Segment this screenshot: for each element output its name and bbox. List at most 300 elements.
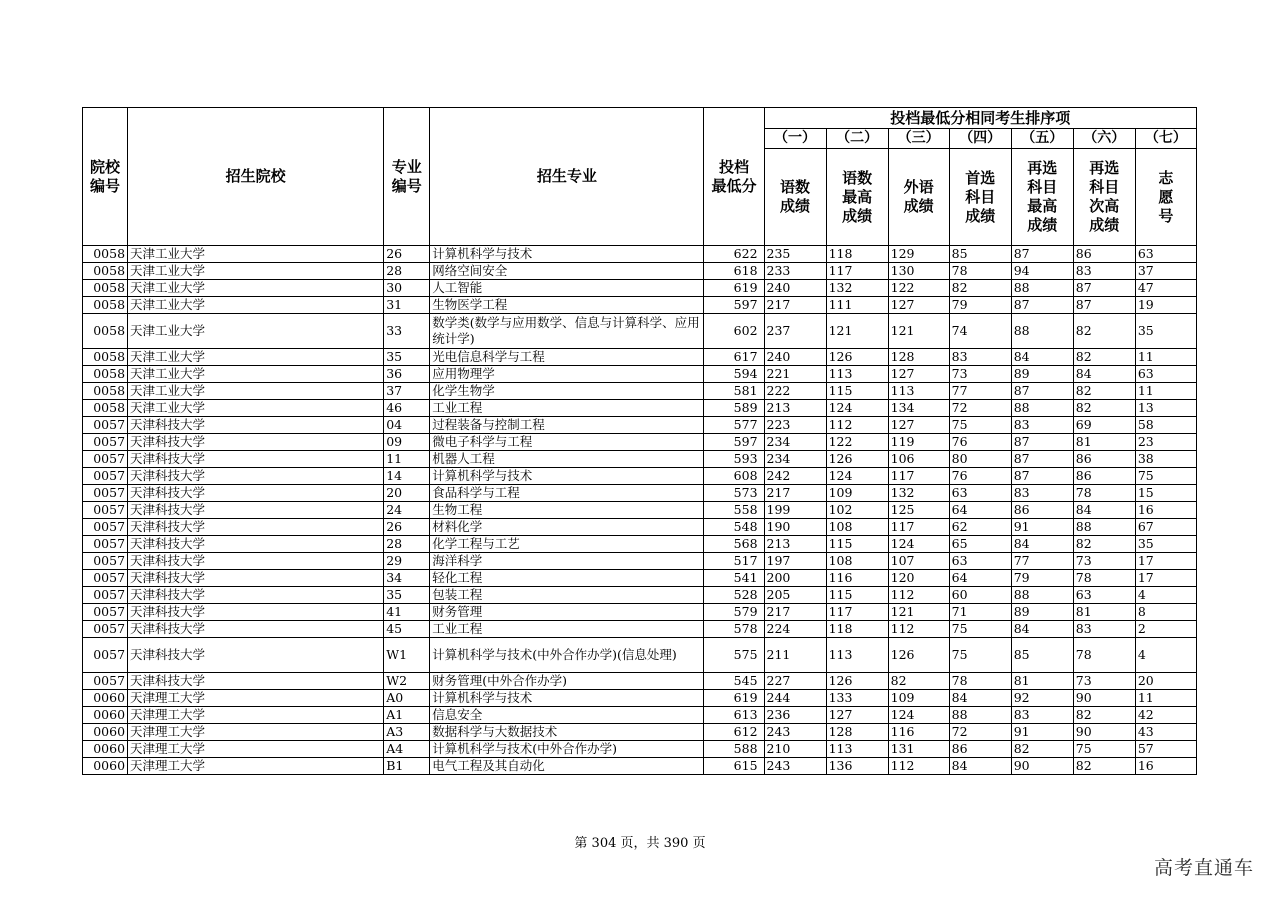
cell-foreign-lang-score: 117	[888, 519, 949, 536]
table-row	[83, 638, 1197, 673]
cell-reselect-max-score: 92	[1011, 690, 1073, 707]
header-tie-col-5	[1011, 149, 1073, 246]
table-row	[83, 417, 1197, 434]
cell-chinese-math-score: 213	[764, 400, 826, 417]
table-row	[83, 451, 1197, 468]
cell-chinese-math-max: 124	[826, 468, 888, 485]
cell-first-subject-score: 78	[949, 263, 1011, 280]
cell-min-score: 597	[704, 434, 764, 451]
cell-reselect-second-score: 83	[1073, 263, 1135, 280]
cell-school-name: 天津科技大学	[128, 536, 384, 553]
cell-chinese-math-max: 111	[826, 297, 888, 314]
table-row	[83, 502, 1197, 519]
cell-min-score: 579	[704, 604, 764, 621]
cell-major-code: 35	[384, 587, 430, 604]
cell-min-score: 594	[704, 366, 764, 383]
cell-reselect-max-score: 89	[1011, 366, 1073, 383]
cell-chinese-math-score: 234	[764, 451, 826, 468]
cell-preference-number: 47	[1135, 280, 1196, 297]
cell-min-score: 541	[704, 570, 764, 587]
cell-school-name: 天津理工大学	[128, 690, 384, 707]
watermark-logo-text: 高考直通车	[1153, 857, 1254, 879]
cell-major-name: 人工智能	[430, 280, 704, 297]
header-order-7: （七）	[1135, 129, 1196, 149]
cell-reselect-max-score: 94	[1011, 263, 1073, 280]
header-order-6: （六）	[1073, 129, 1135, 149]
cell-major-name: 计算机科学与技术	[430, 468, 704, 485]
cell-min-score: 581	[704, 383, 764, 400]
cell-first-subject-score: 80	[949, 451, 1011, 468]
cell-first-subject-score: 73	[949, 366, 1011, 383]
cell-school-name: 天津工业大学	[128, 400, 384, 417]
cell-major-code: 37	[384, 383, 430, 400]
cell-first-subject-score: 72	[949, 400, 1011, 417]
cell-school-name: 天津理工大学	[128, 707, 384, 724]
cell-foreign-lang-score: 109	[888, 690, 949, 707]
cell-major-name: 轻化工程	[430, 570, 704, 587]
cell-major-name: 工业工程	[430, 400, 704, 417]
cell-chinese-math-max: 124	[826, 400, 888, 417]
cell-reselect-second-score: 81	[1073, 604, 1135, 621]
cell-major-code: 20	[384, 485, 430, 502]
cell-school-name: 天津工业大学	[128, 349, 384, 366]
cell-reselect-max-score: 86	[1011, 502, 1073, 519]
cell-first-subject-score: 85	[949, 246, 1011, 263]
cell-reselect-max-score: 88	[1011, 280, 1073, 297]
cell-school-code: 0057	[83, 451, 128, 468]
cell-major-name: 生物医学工程	[430, 297, 704, 314]
cell-school-code: 0060	[83, 707, 128, 724]
cell-chinese-math-score: 217	[764, 297, 826, 314]
cell-chinese-math-score: 243	[764, 724, 826, 741]
cell-school-code: 0058	[83, 400, 128, 417]
cell-major-name: 工业工程	[430, 621, 704, 638]
header-tie-col-2	[826, 149, 888, 246]
cell-min-score: 608	[704, 468, 764, 485]
table-row	[83, 383, 1197, 400]
cell-preference-number: 16	[1135, 502, 1196, 519]
cell-chinese-math-max: 118	[826, 246, 888, 263]
cell-preference-number: 43	[1135, 724, 1196, 741]
cell-school-name: 天津工业大学	[128, 280, 384, 297]
table-row	[83, 690, 1197, 707]
cell-chinese-math-score: 213	[764, 536, 826, 553]
cell-first-subject-score: 63	[949, 553, 1011, 570]
table-row	[83, 707, 1197, 724]
header-order-5: （五）	[1011, 129, 1073, 149]
cell-reselect-second-score: 83	[1073, 621, 1135, 638]
table-row	[83, 536, 1197, 553]
cell-reselect-second-score: 84	[1073, 502, 1135, 519]
cell-min-score: 619	[704, 690, 764, 707]
header-school: 招生院校	[128, 108, 384, 246]
cell-min-score: 619	[704, 280, 764, 297]
header-tie-col-label: 再选 科目 次高 成绩	[1089, 159, 1120, 234]
cell-reselect-second-score: 78	[1073, 638, 1135, 673]
cell-reselect-max-score: 87	[1011, 383, 1073, 400]
cell-major-name: 计算机科学与技术	[430, 690, 704, 707]
table-row	[83, 263, 1197, 280]
cell-first-subject-score: 76	[949, 468, 1011, 485]
cell-chinese-math-max: 108	[826, 553, 888, 570]
cell-first-subject-score: 78	[949, 673, 1011, 690]
header-major: 招生专业	[430, 108, 704, 246]
cell-major-name: 生物工程	[430, 502, 704, 519]
cell-chinese-math-max: 117	[826, 263, 888, 280]
cell-first-subject-score: 74	[949, 314, 1011, 349]
cell-chinese-math-score: 227	[764, 673, 826, 690]
cell-foreign-lang-score: 127	[888, 417, 949, 434]
cell-min-score: 615	[704, 758, 764, 775]
cell-reselect-second-score: 75	[1073, 741, 1135, 758]
cell-major-code: 28	[384, 536, 430, 553]
cell-chinese-math-score: 236	[764, 707, 826, 724]
cell-chinese-math-max: 113	[826, 638, 888, 673]
cell-major-name: 电气工程及其自动化	[430, 758, 704, 775]
cell-chinese-math-score: 237	[764, 314, 826, 349]
cell-school-code: 0058	[83, 314, 128, 349]
cell-chinese-math-max: 112	[826, 417, 888, 434]
cell-preference-number: 63	[1135, 366, 1196, 383]
cell-chinese-math-max: 127	[826, 707, 888, 724]
cell-major-name: 网络空间安全	[430, 263, 704, 280]
cell-reselect-second-score: 84	[1073, 366, 1135, 383]
cell-foreign-lang-score: 126	[888, 638, 949, 673]
cell-chinese-math-score: 210	[764, 741, 826, 758]
table-row	[83, 553, 1197, 570]
page-footer: 第 304 页，共 390 页	[574, 836, 706, 851]
cell-first-subject-score: 84	[949, 758, 1011, 775]
cell-preference-number: 75	[1135, 468, 1196, 485]
cell-school-name: 天津科技大学	[128, 587, 384, 604]
cell-min-score: 613	[704, 707, 764, 724]
cell-chinese-math-score: 244	[764, 690, 826, 707]
admission-table-wrapper	[82, 107, 1197, 775]
cell-reselect-max-score: 88	[1011, 587, 1073, 604]
cell-foreign-lang-score: 121	[888, 314, 949, 349]
cell-min-score: 545	[704, 673, 764, 690]
header-tie-col-label: 首选 科目 成绩	[965, 168, 996, 225]
cell-major-name: 数据科学与大数据技术	[430, 724, 704, 741]
cell-school-name: 天津科技大学	[128, 417, 384, 434]
cell-chinese-math-max: 122	[826, 434, 888, 451]
header-tie-break-group: 投档最低分相同考生排序项	[764, 108, 1196, 129]
header-tie-col-label: 语数 最高 成绩	[842, 168, 873, 225]
cell-preference-number: 20	[1135, 673, 1196, 690]
header-tie-col-label: 外语 成绩	[903, 178, 934, 215]
cell-school-code: 0057	[83, 468, 128, 485]
cell-chinese-math-score: 235	[764, 246, 826, 263]
cell-preference-number: 4	[1135, 638, 1196, 673]
cell-preference-number: 16	[1135, 758, 1196, 775]
header-order-3: （三）	[888, 129, 949, 149]
cell-preference-number: 63	[1135, 246, 1196, 263]
cell-first-subject-score: 77	[949, 383, 1011, 400]
cell-school-code: 0058	[83, 349, 128, 366]
cell-first-subject-score: 71	[949, 604, 1011, 621]
cell-major-name: 财务管理(中外合作办学)	[430, 673, 704, 690]
cell-major-name: 信息安全	[430, 707, 704, 724]
cell-foreign-lang-score: 131	[888, 741, 949, 758]
cell-chinese-math-max: 113	[826, 741, 888, 758]
table-row	[83, 587, 1197, 604]
cell-major-code: W2	[384, 673, 430, 690]
cell-major-code: 26	[384, 246, 430, 263]
cell-chinese-math-score: 197	[764, 553, 826, 570]
cell-reselect-max-score: 79	[1011, 570, 1073, 587]
cell-school-code: 0057	[83, 587, 128, 604]
cell-reselect-second-score: 86	[1073, 451, 1135, 468]
cell-min-score: 593	[704, 451, 764, 468]
cell-chinese-math-score: 205	[764, 587, 826, 604]
cell-reselect-second-score: 88	[1073, 519, 1135, 536]
cell-major-name: 计算机科学与技术(中外合作办学)(信息处理)	[430, 638, 704, 673]
cell-reselect-max-score: 90	[1011, 758, 1073, 775]
cell-major-name: 食品科学与工程	[430, 485, 704, 502]
cell-chinese-math-score: 217	[764, 485, 826, 502]
cell-school-name: 天津科技大学	[128, 553, 384, 570]
cell-school-name: 天津工业大学	[128, 366, 384, 383]
cell-major-name: 机器人工程	[430, 451, 704, 468]
cell-min-score: 597	[704, 297, 764, 314]
cell-school-code: 0057	[83, 502, 128, 519]
cell-first-subject-score: 79	[949, 297, 1011, 314]
cell-chinese-math-score: 224	[764, 621, 826, 638]
cell-preference-number: 42	[1135, 707, 1196, 724]
table-row	[83, 570, 1197, 587]
cell-reselect-max-score: 87	[1011, 246, 1073, 263]
cell-first-subject-score: 88	[949, 707, 1011, 724]
cell-first-subject-score: 82	[949, 280, 1011, 297]
header-tie-col-label: 志 愿 号	[1158, 168, 1174, 225]
cell-first-subject-score: 60	[949, 587, 1011, 604]
cell-min-score: 617	[704, 349, 764, 366]
cell-chinese-math-max: 121	[826, 314, 888, 349]
cell-reselect-max-score: 84	[1011, 349, 1073, 366]
cell-preference-number: 23	[1135, 434, 1196, 451]
cell-foreign-lang-score: 121	[888, 604, 949, 621]
cell-foreign-lang-score: 106	[888, 451, 949, 468]
cell-major-name: 海洋科学	[430, 553, 704, 570]
cell-chinese-math-max: 126	[826, 673, 888, 690]
cell-first-subject-score: 76	[949, 434, 1011, 451]
table-row	[83, 724, 1197, 741]
cell-major-name: 过程装备与控制工程	[430, 417, 704, 434]
cell-major-code: A4	[384, 741, 430, 758]
cell-preference-number: 35	[1135, 536, 1196, 553]
header-order-4: （四）	[949, 129, 1011, 149]
cell-foreign-lang-score: 130	[888, 263, 949, 280]
cell-school-name: 天津科技大学	[128, 434, 384, 451]
cell-foreign-lang-score: 128	[888, 349, 949, 366]
table-row	[83, 758, 1197, 775]
cell-preference-number: 13	[1135, 400, 1196, 417]
cell-school-code: 0060	[83, 724, 128, 741]
cell-reselect-second-score: 90	[1073, 724, 1135, 741]
cell-major-code: 41	[384, 604, 430, 621]
header-tie-col-6	[1073, 149, 1135, 246]
cell-school-name: 天津科技大学	[128, 502, 384, 519]
cell-first-subject-score: 75	[949, 638, 1011, 673]
cell-reselect-max-score: 87	[1011, 451, 1073, 468]
cell-school-name: 天津科技大学	[128, 451, 384, 468]
cell-chinese-math-score: 190	[764, 519, 826, 536]
table-row	[83, 349, 1197, 366]
cell-chinese-math-max: 115	[826, 383, 888, 400]
cell-chinese-math-score: 243	[764, 758, 826, 775]
cell-foreign-lang-score: 116	[888, 724, 949, 741]
cell-major-code: 09	[384, 434, 430, 451]
cell-chinese-math-score: 217	[764, 604, 826, 621]
cell-school-code: 0057	[83, 638, 128, 673]
header-tie-col-4	[949, 149, 1011, 246]
cell-preference-number: 15	[1135, 485, 1196, 502]
cell-school-code: 0057	[83, 417, 128, 434]
cell-chinese-math-max: 128	[826, 724, 888, 741]
cell-major-name: 数学类(数学与应用数学、信息与计算科学、应用统计学)	[430, 314, 704, 349]
cell-reselect-second-score: 86	[1073, 246, 1135, 263]
cell-foreign-lang-score: 132	[888, 485, 949, 502]
cell-reselect-second-score: 87	[1073, 297, 1135, 314]
cell-foreign-lang-score: 107	[888, 553, 949, 570]
cell-chinese-math-max: 108	[826, 519, 888, 536]
cell-preference-number: 19	[1135, 297, 1196, 314]
cell-foreign-lang-score: 124	[888, 536, 949, 553]
table-row	[83, 519, 1197, 536]
cell-first-subject-score: 84	[949, 690, 1011, 707]
cell-foreign-lang-score: 134	[888, 400, 949, 417]
cell-major-code: A3	[384, 724, 430, 741]
cell-reselect-max-score: 89	[1011, 604, 1073, 621]
cell-min-score: 588	[704, 741, 764, 758]
cell-chinese-math-score: 221	[764, 366, 826, 383]
cell-min-score: 578	[704, 621, 764, 638]
cell-major-code: 11	[384, 451, 430, 468]
cell-foreign-lang-score: 112	[888, 621, 949, 638]
cell-reselect-max-score: 87	[1011, 468, 1073, 485]
cell-chinese-math-max: 126	[826, 451, 888, 468]
cell-foreign-lang-score: 117	[888, 468, 949, 485]
table-body	[83, 246, 1197, 775]
cell-major-name: 化学工程与工艺	[430, 536, 704, 553]
table-row	[83, 468, 1197, 485]
cell-major-code: 26	[384, 519, 430, 536]
cell-chinese-math-score: 233	[764, 263, 826, 280]
cell-reselect-max-score: 87	[1011, 434, 1073, 451]
header-tie-col-label: 语数 成绩	[780, 178, 811, 215]
cell-foreign-lang-score: 127	[888, 366, 949, 383]
table-row	[83, 485, 1197, 502]
table-row	[83, 400, 1197, 417]
cell-major-code: W1	[384, 638, 430, 673]
cell-school-name: 天津工业大学	[128, 263, 384, 280]
cell-chinese-math-max: 115	[826, 587, 888, 604]
cell-reselect-max-score: 83	[1011, 707, 1073, 724]
cell-chinese-math-max: 115	[826, 536, 888, 553]
cell-chinese-math-score: 240	[764, 280, 826, 297]
table-row	[83, 621, 1197, 638]
header-major-code: 专业 编号	[384, 108, 430, 246]
cell-school-name: 天津科技大学	[128, 468, 384, 485]
cell-school-code: 0057	[83, 485, 128, 502]
admission-score-table	[82, 107, 1197, 775]
table-row	[83, 280, 1197, 297]
cell-reselect-second-score: 73	[1073, 553, 1135, 570]
table-row	[83, 366, 1197, 383]
cell-major-name: 化学生物学	[430, 383, 704, 400]
cell-chinese-math-score: 242	[764, 468, 826, 485]
cell-first-subject-score: 86	[949, 741, 1011, 758]
cell-first-subject-score: 83	[949, 349, 1011, 366]
table-row	[83, 314, 1197, 349]
cell-min-score: 517	[704, 553, 764, 570]
cell-reselect-second-score: 90	[1073, 690, 1135, 707]
cell-preference-number: 11	[1135, 349, 1196, 366]
cell-school-code: 0058	[83, 246, 128, 263]
cell-school-code: 0060	[83, 758, 128, 775]
cell-major-code: A1	[384, 707, 430, 724]
cell-school-code: 0057	[83, 536, 128, 553]
cell-reselect-second-score: 82	[1073, 536, 1135, 553]
cell-school-name: 天津科技大学	[128, 621, 384, 638]
cell-chinese-math-max: 109	[826, 485, 888, 502]
cell-school-code: 0057	[83, 673, 128, 690]
cell-preference-number: 67	[1135, 519, 1196, 536]
cell-reselect-max-score: 91	[1011, 519, 1073, 536]
cell-min-score: 612	[704, 724, 764, 741]
cell-reselect-second-score: 81	[1073, 434, 1135, 451]
cell-school-code: 0057	[83, 519, 128, 536]
cell-preference-number: 57	[1135, 741, 1196, 758]
table-row	[83, 246, 1197, 263]
cell-reselect-max-score: 82	[1011, 741, 1073, 758]
table-row	[83, 673, 1197, 690]
cell-foreign-lang-score: 82	[888, 673, 949, 690]
cell-first-subject-score: 75	[949, 417, 1011, 434]
cell-school-code: 0057	[83, 570, 128, 587]
cell-first-subject-score: 64	[949, 502, 1011, 519]
cell-major-name: 包装工程	[430, 587, 704, 604]
cell-chinese-math-max: 117	[826, 604, 888, 621]
cell-school-name: 天津工业大学	[128, 246, 384, 263]
cell-preference-number: 11	[1135, 690, 1196, 707]
cell-reselect-second-score: 82	[1073, 349, 1135, 366]
cell-major-name: 计算机科学与技术(中外合作办学)	[430, 741, 704, 758]
cell-preference-number: 17	[1135, 553, 1196, 570]
cell-reselect-max-score: 81	[1011, 673, 1073, 690]
cell-reselect-max-score: 91	[1011, 724, 1073, 741]
cell-chinese-math-max: 116	[826, 570, 888, 587]
cell-reselect-second-score: 86	[1073, 468, 1135, 485]
cell-school-code: 0058	[83, 383, 128, 400]
cell-reselect-second-score: 82	[1073, 314, 1135, 349]
cell-major-code: 35	[384, 349, 430, 366]
cell-foreign-lang-score: 129	[888, 246, 949, 263]
cell-chinese-math-max: 118	[826, 621, 888, 638]
table-row	[83, 741, 1197, 758]
cell-school-code: 0057	[83, 604, 128, 621]
cell-foreign-lang-score: 120	[888, 570, 949, 587]
cell-chinese-math-max: 102	[826, 502, 888, 519]
cell-reselect-second-score: 78	[1073, 570, 1135, 587]
cell-major-name: 计算机科学与技术	[430, 246, 704, 263]
cell-reselect-second-score: 73	[1073, 673, 1135, 690]
cell-first-subject-score: 72	[949, 724, 1011, 741]
table-row	[83, 297, 1197, 314]
header-order-1: （一）	[764, 129, 826, 149]
table-row	[83, 434, 1197, 451]
cell-chinese-math-score: 234	[764, 434, 826, 451]
